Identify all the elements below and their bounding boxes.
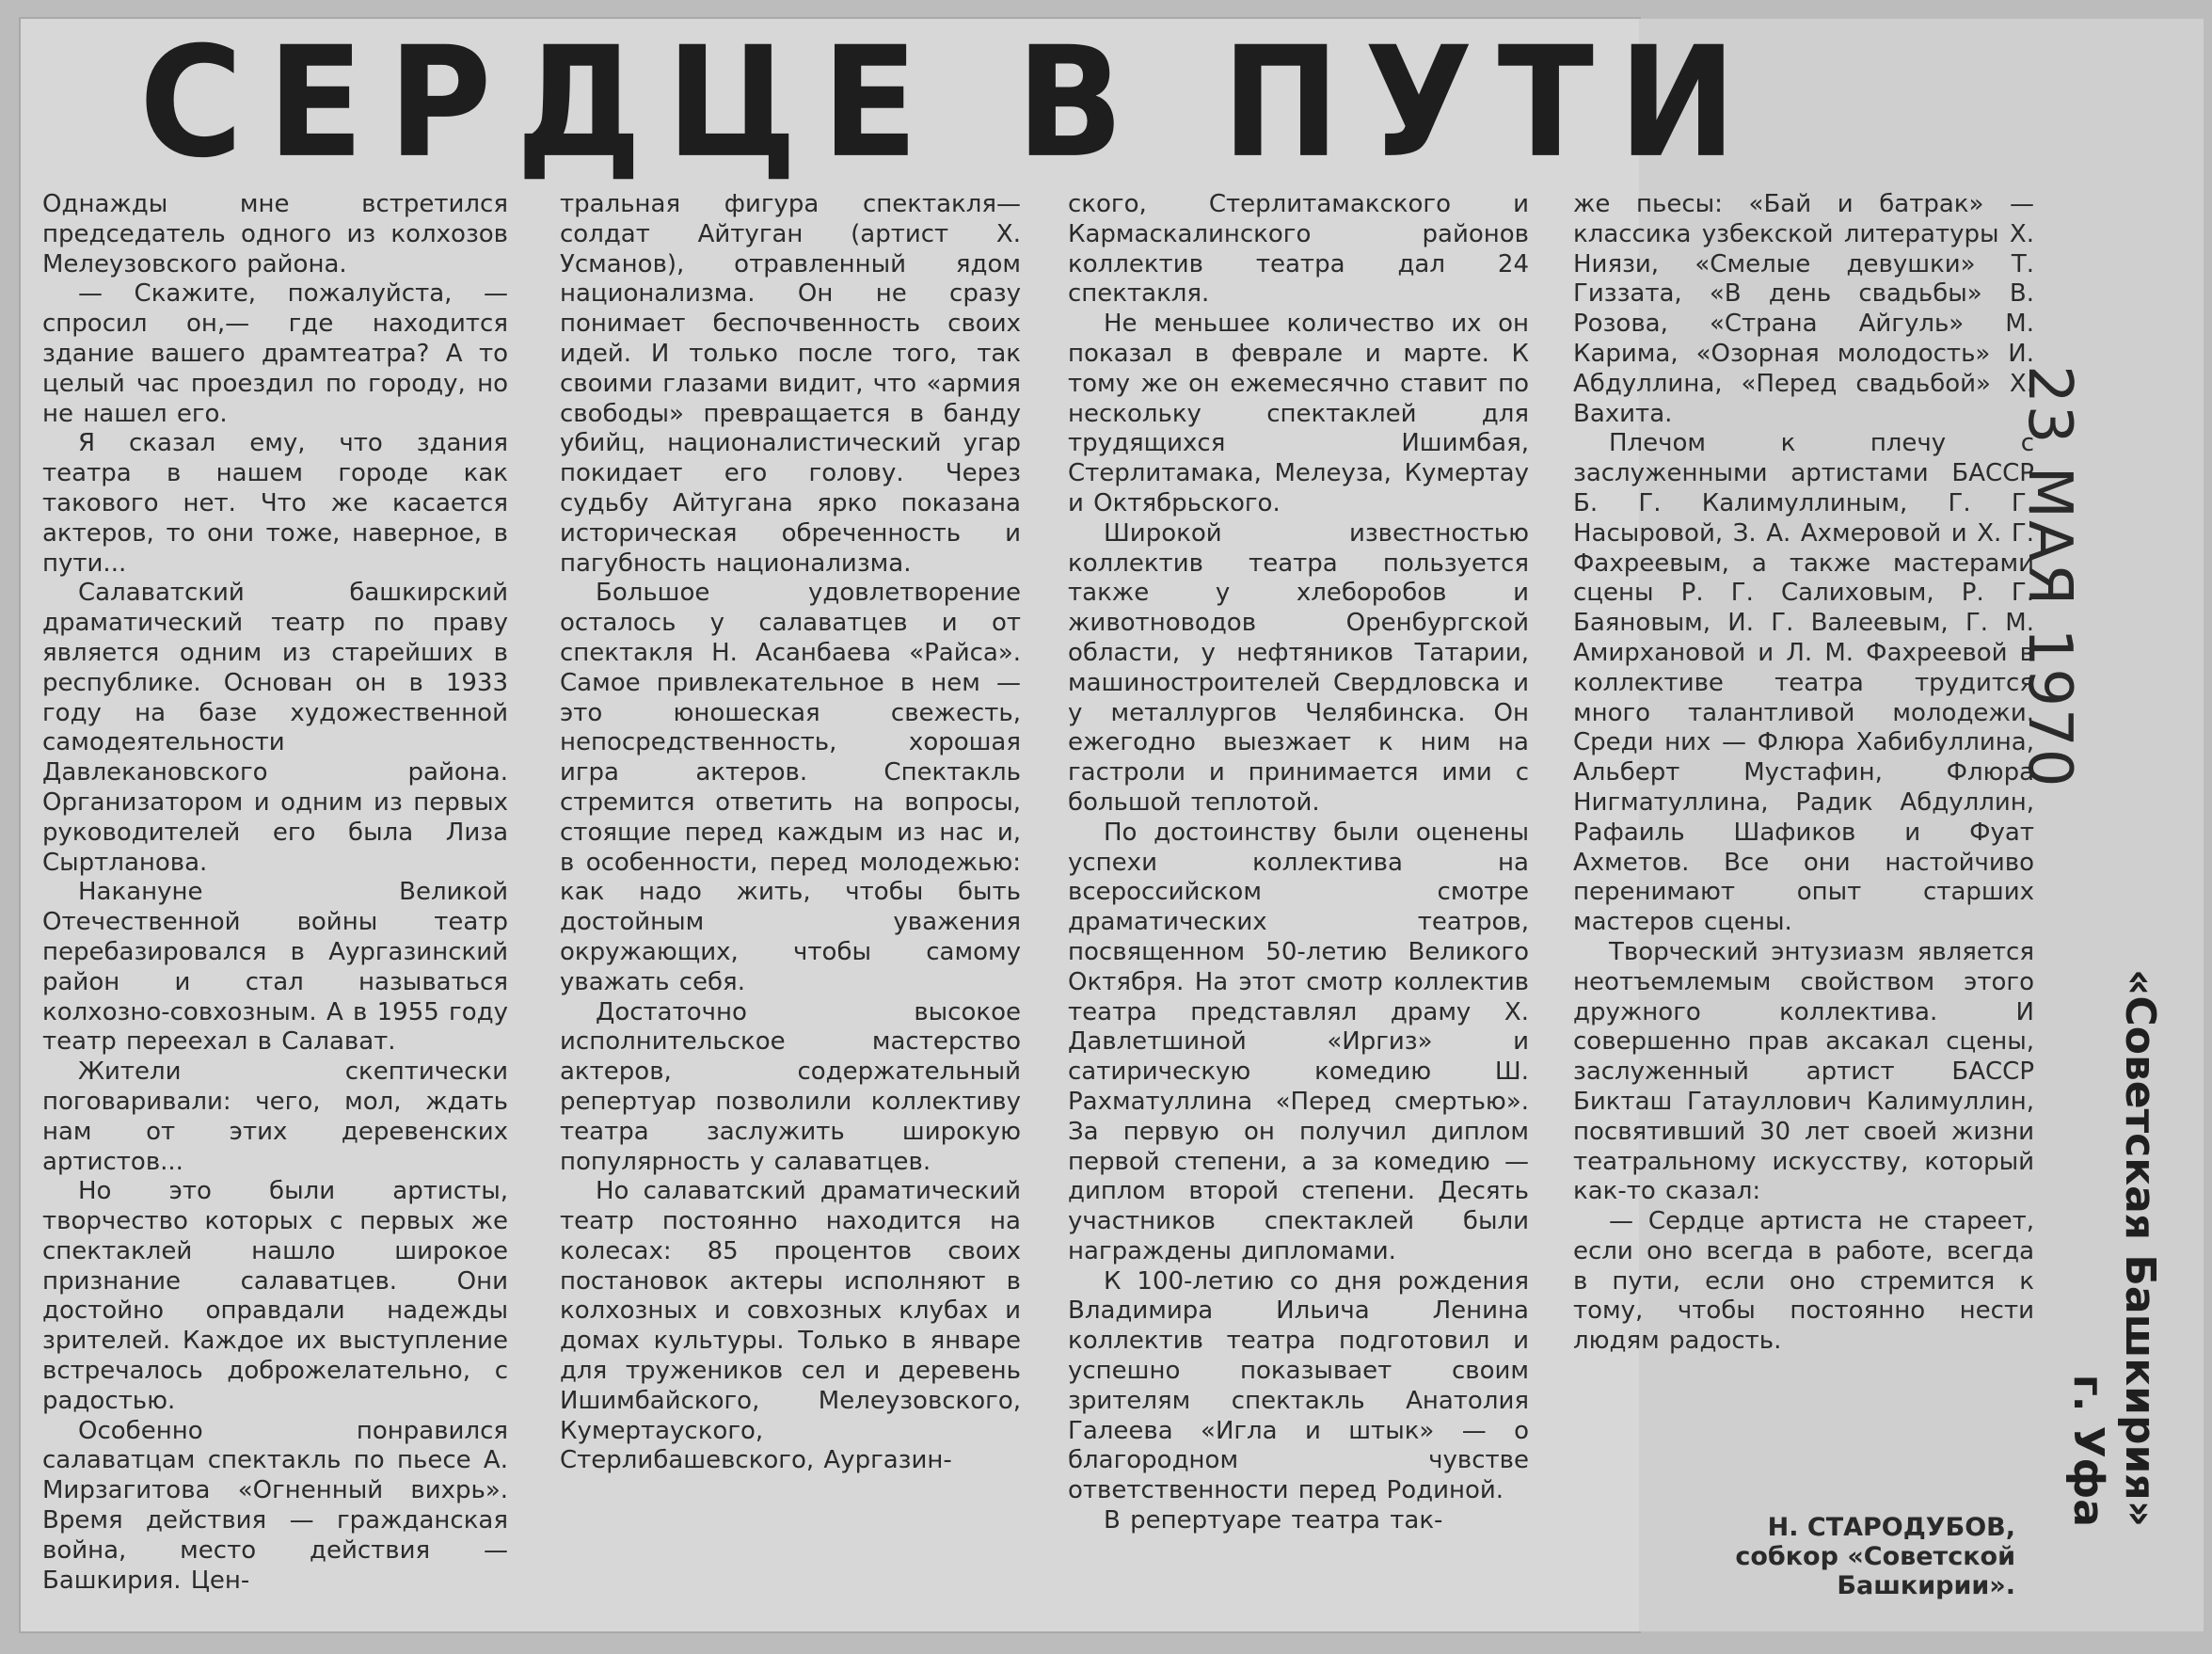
paragraph: По достоинству были оценены успехи коллектива на всероссийском смотре драматических театров, посвященном 50-летию Великого Октября. На этот смотр коллектив театра представлял драму Х. Давлетшиной «Иргиз» и сатирическую комедию Ш. Рахматуллина «Перед смертью». За первую он получил диплом первой степени, а за комедию — диплом второй степени. Десять участников спектаклей были награждены дипломами. <box>1068 818 1529 1265</box>
source-newspaper: «Советская Башкирия» <box>2116 969 2164 1527</box>
paragraph: К 100-летию со дня рождения Владимира Ильича Ленина коллектив театра подготовил и успешно показывает своим зрителям спектакль Анатолия Галеева «Игла и штык» — о благородном чувстве ответственности перед Родиной. <box>1068 1266 1529 1505</box>
author-name: Н. СТАРОДУБОВ, <box>1767 1513 2015 1542</box>
paragraph: Достаточно высокое исполнительское мастерство актеров, содержательный репертуар позволили коллективу театра заслужить широкую популярность у салаватцев. <box>560 997 1021 1176</box>
article-column-3 <box>1068 190 1529 1536</box>
paragraph: Салаватский башкирский драматический театр по праву является одним из старейших в республике. Основан он в 1933 году на базе художественной самодеятельности Давлекановского района. Организатором и одним из первых руководителей его была Лиза Сыртланова. <box>42 579 508 877</box>
paragraph: Творческий энтузиазм является неотъемлемым свойством этого дружного коллектива. И совершенно прав аксакал сцены, заслуженный артист БАССР Бикташ Гатауллович Калимуллин, посвятивший 30 лет своей жизни театральному искусству, который как-то сказал: <box>1573 937 2034 1206</box>
paragraph: Жители скептически поговаривали: чего, мол, ждать нам от этих деревенских артистов... <box>42 1058 508 1176</box>
paragraph: Особенно понравился салаватцам спектакль по пьесе А. Мирзагитова «Огненный вихрь». Время действия — гражданская война, место действия — Башкирия. Цен- <box>42 1416 508 1595</box>
article-column-2 <box>560 190 1021 1476</box>
paragraph: Я сказал ему, что здания театра в нашем городе как такового нет. Что же касается актеров, то они тоже, наверное, в пути... <box>42 429 508 578</box>
author-title: собкор «Советской <box>1735 1542 2015 1571</box>
paragraph: Но салаватский драматический театр постоянно находится на колесах: 85 процентов своих постановок актеры исполняют в колхозных и совхозных клубах и домах культуры. Только в январе для тружеников сел и деревень Ишимбайского, Мелеузовского, Кумертауского, Стерлибашевского, Аургазин- <box>560 1177 1021 1475</box>
date-stamp: 23 МАЯ 1970 <box>2014 365 2084 789</box>
paragraph: — Сердце артиста не стареет, если оно всегда в работе, всегда в пути, если оно стремится к тому, чтобы постоянно нести людям радость. <box>1573 1207 2034 1356</box>
paragraph: В репертуаре театра так- <box>1104 1506 1443 1535</box>
paragraph: Большое удовлетворение осталось у салаватцев и от спектакля Н. Асанбаева «Райса». Самое привлекательное в нем — это юношеская свежесть, непосредственность, хорошая игра актеров. Спектакль стремится ответить на вопросы, стоящие перед каждым из нас и, в особенности, перед молодежью: как надо жить, чтобы быть достойным уважения окружающих, чтобы самому уважать себя. <box>560 579 1021 996</box>
paragraph: Однажды мне встретился председатель одного из колхозов Мелеузовского района. <box>42 190 508 278</box>
paragraph: тральная фигура спектакля— солдат Айтуган (артист Х. Усманов), отравленный ядом национализма. Он не сразу понимает беспочвенность своих идей. И только после того, так своими глазами видит, что «армия свободы» превращается в банду убийц, националистический угар покидает его голову. Через судьбу Айтугана ярко показана историческая обреченность и пагубность национализма. <box>560 190 1021 578</box>
paragraph: Широкой известностью коллектив театра пользуется также у хлеборобов и животноводов Оренбургской области, у нефтяников Татарии, машиностроителей Свердловска и у металлургов Челябинска. Он ежегодно выезжает к ним на гастроли и принимается ими с большой теплотой. <box>1068 518 1529 817</box>
author-newspaper: Башкирии». <box>1837 1571 2015 1600</box>
article-column-4 <box>1573 190 2034 1357</box>
paragraph: — Скажите, пожалуйста, — спросил он,— где находится здание вашего драмтеатра? А то целый час проездил по городу, но не нашел его. <box>42 279 508 428</box>
paragraph: ского, Стерлитамакского и Кармаскалинского районов коллектив театра дал 24 спектакля. <box>1068 190 1529 309</box>
paragraph: Не меньшее количество их он показал в феврале и марте. К тому же он ежемесячно ставит по нескольку спектаклей для трудящихся Ишимбая, Стерлитамака, Мелеуза, Кумертау и Октябрьского. <box>1068 310 1529 517</box>
article-column-1 <box>42 190 508 1596</box>
headline: СЕРДЦЕ В ПУТИ <box>139 14 1761 192</box>
source-city: г. Уфа <box>2064 1374 2112 1527</box>
source-stamp <box>2064 969 2164 1527</box>
paragraph: Накануне Великой Отечественной войны театр перебазировался в Аургазинский район и стал называться колхозно-совхозным. А в 1955 году театр переехал в Салават. <box>42 878 508 1057</box>
author-signature <box>1620 1513 2015 1600</box>
paragraph: Плечом к плечу с заслуженными артистами БАССР Б. Г. Калимуллиным, Г. Г. Насыровой, З. А. Ахмеровой и Х. Г. Фахреевым, а также мастерами сцены Р. Г. Салиховым, Р. Г. Баяновым, И. Г. Валеевым, Г. М. Амирхановой и Л. М. Фахреевой в коллективе театра трудится много талантливой молодежи. Среди них — Флюра Хабибуллина, Альберт Мустафин, Флюра Нигматуллина, Радик Абдуллин, Рафаиль Шафиков и Фуат Ахметов. Все они настойчиво перенимают опыт старших мастеров сцены. <box>1573 429 2034 937</box>
paragraph: же пьесы: «Бай и батрак» — классика узбекской литературы Х. Ниязи, «Смелые девушки» Т. Гиззата, «В день свадьбы» В. Розова, «Страна Айгуль» М. Карима, «Озорная молодость» И. Абдуллина, «Перед свадьбой» Х. Вахита. <box>1573 190 2034 428</box>
paragraph: Но это были артисты, творчество которых с первых же спектаклей нашло широкое признание салаватцев. Они достойно оправдали надежды зрителей. Каждое их выступление встречалось доброжелательно, с радостью. <box>42 1177 508 1415</box>
